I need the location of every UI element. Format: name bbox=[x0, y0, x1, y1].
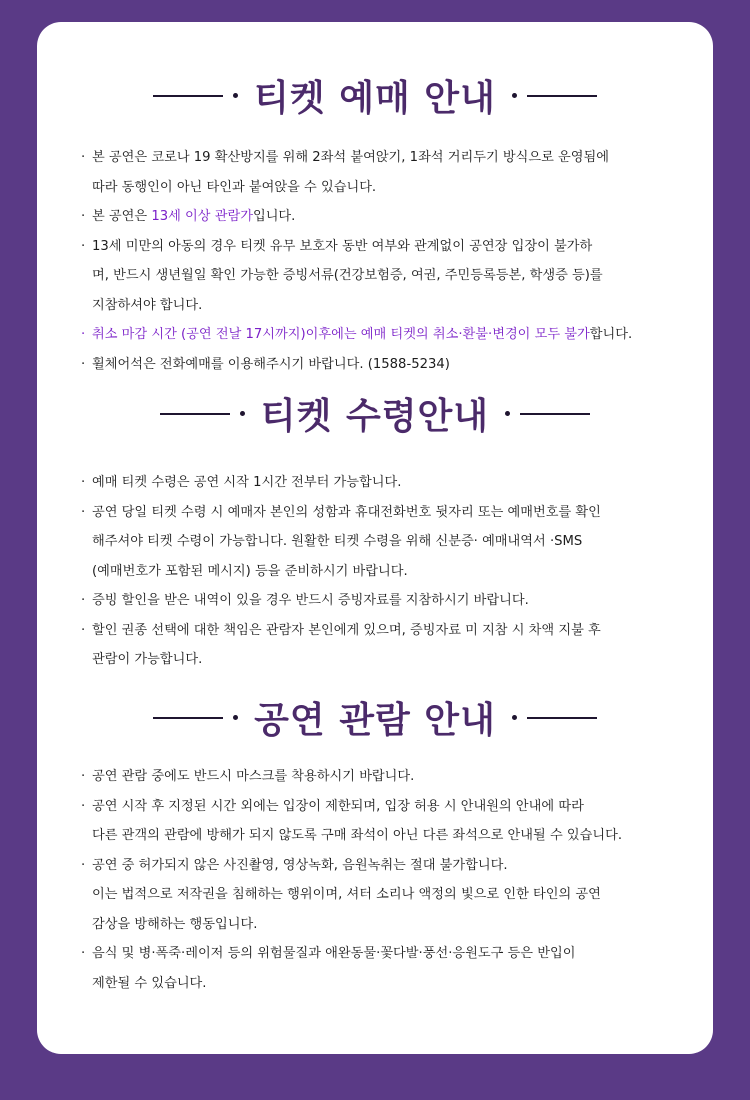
bullet-marker: · bbox=[81, 946, 86, 961]
item-line bbox=[81, 291, 711, 321]
item-text: 공연 중 허가되지 않은 사진촬영, 영상녹화, 음원녹취는 절대 불가합니다. bbox=[92, 857, 508, 873]
item-line bbox=[81, 143, 711, 173]
title-dot-left bbox=[240, 411, 245, 416]
item-line bbox=[81, 616, 711, 646]
item-text: 공연 당일 티켓 수령 시 예매자 본인의 성함과 휴대전화번호 뒷자리 또는 예매번호를 확인 bbox=[92, 504, 601, 520]
item-line bbox=[81, 468, 711, 498]
bullet-marker: · bbox=[81, 857, 86, 873]
title-dot-left bbox=[233, 715, 238, 720]
item-line bbox=[81, 939, 711, 969]
list-item bbox=[81, 232, 711, 321]
bullet-marker: · bbox=[81, 593, 86, 608]
item-text: 감상을 방해하는 행동입니다. bbox=[92, 916, 258, 932]
item-line bbox=[81, 350, 711, 380]
section-title-text: 공연 관람 안내 bbox=[254, 699, 496, 741]
title-dot-right bbox=[512, 715, 517, 720]
list-item bbox=[81, 616, 711, 675]
title-dot-left bbox=[233, 93, 238, 98]
item-text: 공연 관람 중에도 반드시 마스크를 착용하시기 바랍니다. bbox=[92, 769, 415, 784]
item-line bbox=[81, 645, 711, 675]
item-text: 본 공연은 bbox=[92, 209, 152, 224]
item-line bbox=[81, 173, 711, 203]
list-item bbox=[81, 468, 711, 498]
bullet-marker: · bbox=[81, 209, 86, 224]
item-text: 공연 시작 후 지정된 시간 외에는 입장이 제한되며, 입장 허용 시 안내원의 안내에 따라 bbox=[92, 798, 584, 814]
bullet-marker: · bbox=[81, 769, 86, 784]
item-line bbox=[81, 261, 711, 291]
bullet-marker: · bbox=[81, 798, 86, 814]
list-item bbox=[81, 762, 711, 792]
item-text: 제한될 수 있습니다. bbox=[92, 975, 207, 991]
highlighted-text: 13세 이상 관람가 bbox=[151, 209, 253, 224]
item-text: 지참하셔야 합니다. bbox=[92, 297, 203, 313]
item-line bbox=[81, 910, 711, 940]
item-line bbox=[81, 232, 711, 262]
highlighted-text: 취소 마감 시간 (공연 전날 17시까지)이후에는 예매 티켓의 취소·환불·변경이 모두 불가 bbox=[92, 327, 590, 342]
item-line bbox=[81, 586, 711, 616]
item-text: 해주셔야 티켓 수령이 가능합니다. 원활한 티켓 수령을 위해 신분증· 예매내역서 ·SMS bbox=[92, 534, 583, 549]
section-title-text: 티켓 예매 안내 bbox=[254, 77, 496, 119]
viewing-notice-list bbox=[81, 762, 711, 998]
section-title-performance-viewing bbox=[37, 692, 713, 743]
section-title-text: 티켓 수령안내 bbox=[260, 395, 490, 437]
item-line bbox=[81, 851, 711, 881]
item-text: 13세 미만의 아동의 경우 티켓 유무 보호자 동반 여부와 관계없이 공연장 입장이 불가하 bbox=[92, 238, 593, 254]
item-text: 할인 권종 선택에 대한 책임은 관람자 본인에게 있으며, 증빙자료 미 지참 시 차액 지불 후 bbox=[92, 622, 601, 638]
title-dot-right bbox=[505, 411, 510, 416]
title-rule-right bbox=[527, 717, 597, 719]
list-item bbox=[81, 320, 711, 350]
list-item bbox=[81, 350, 711, 380]
list-item bbox=[81, 792, 711, 851]
item-text: 입니다. bbox=[252, 209, 296, 224]
list-item bbox=[81, 498, 711, 587]
notice-card bbox=[37, 22, 713, 1054]
item-line bbox=[81, 821, 711, 851]
title-rule-right bbox=[520, 413, 590, 415]
list-item bbox=[81, 143, 711, 202]
item-line bbox=[81, 527, 711, 557]
title-rule-left bbox=[160, 413, 230, 415]
section-title-ticket-booking bbox=[37, 70, 713, 121]
item-text: 합니다. bbox=[589, 327, 633, 342]
item-text: 이는 법적으로 저작권을 침해하는 행위이며, 셔터 소리나 액정의 빛으로 인한 타인의 공연 bbox=[92, 887, 601, 902]
list-item bbox=[81, 851, 711, 940]
item-line bbox=[81, 762, 711, 792]
item-line bbox=[81, 320, 711, 350]
title-dot-right bbox=[512, 93, 517, 98]
item-text: 본 공연은 코로나 19 확산방지를 위해 2좌석 붙여앉기, 1좌석 거리두기 방식으로 운영됨에 bbox=[92, 150, 609, 165]
title-rule-right bbox=[527, 95, 597, 97]
item-line bbox=[81, 557, 711, 587]
bullet-marker: · bbox=[81, 504, 86, 520]
item-text: 며, 반드시 생년월일 확인 가능한 증빙서류(건강보험증, 여권, 주민등록등본, 학생증 등)를 bbox=[92, 268, 603, 283]
item-line bbox=[81, 792, 711, 822]
booking-notice-list bbox=[81, 143, 711, 379]
item-line bbox=[81, 202, 711, 232]
item-text: 다른 관객의 관람에 방해가 되지 않도록 구매 좌석이 아닌 다른 좌석으로 안내될 수 있습니다. bbox=[92, 828, 623, 843]
bullet-marker: · bbox=[81, 150, 86, 165]
list-item bbox=[81, 202, 711, 232]
title-rule-left bbox=[153, 717, 223, 719]
title-rule-left bbox=[153, 95, 223, 97]
item-text: 예매 티켓 수령은 공연 시작 1시간 전부터 가능합니다. bbox=[92, 475, 402, 490]
item-text: 휠체어석은 전화예매를 이용해주시기 바랍니다. (1588-5234) bbox=[92, 356, 450, 372]
item-text: (예매번호가 포함된 메시지) 등을 준비하시기 바랍니다. bbox=[92, 563, 408, 579]
bullet-marker: · bbox=[81, 356, 86, 372]
item-text: 음식 및 병·폭죽·레이저 등의 위험물질과 애완동물·꽃다발·풍선·응원도구 등은 반입이 bbox=[92, 946, 576, 961]
bullet-marker: · bbox=[81, 238, 86, 254]
item-line bbox=[81, 498, 711, 528]
item-text: 증빙 할인을 받은 내역이 있을 경우 반드시 증빙자료를 지참하시기 바랍니다. bbox=[92, 593, 529, 608]
item-text: 따라 동행인이 아닌 타인과 붙여앉을 수 있습니다. bbox=[92, 179, 377, 195]
bullet-marker: · bbox=[81, 622, 86, 638]
item-line bbox=[81, 880, 711, 910]
list-item bbox=[81, 939, 711, 998]
item-text: 관람이 가능합니다. bbox=[92, 652, 203, 667]
section-title-ticket-pickup bbox=[37, 388, 713, 439]
item-line bbox=[81, 969, 711, 999]
list-item bbox=[81, 586, 711, 616]
bullet-marker: · bbox=[81, 475, 86, 490]
pickup-notice-list bbox=[81, 468, 711, 675]
bullet-marker: · bbox=[81, 327, 86, 342]
